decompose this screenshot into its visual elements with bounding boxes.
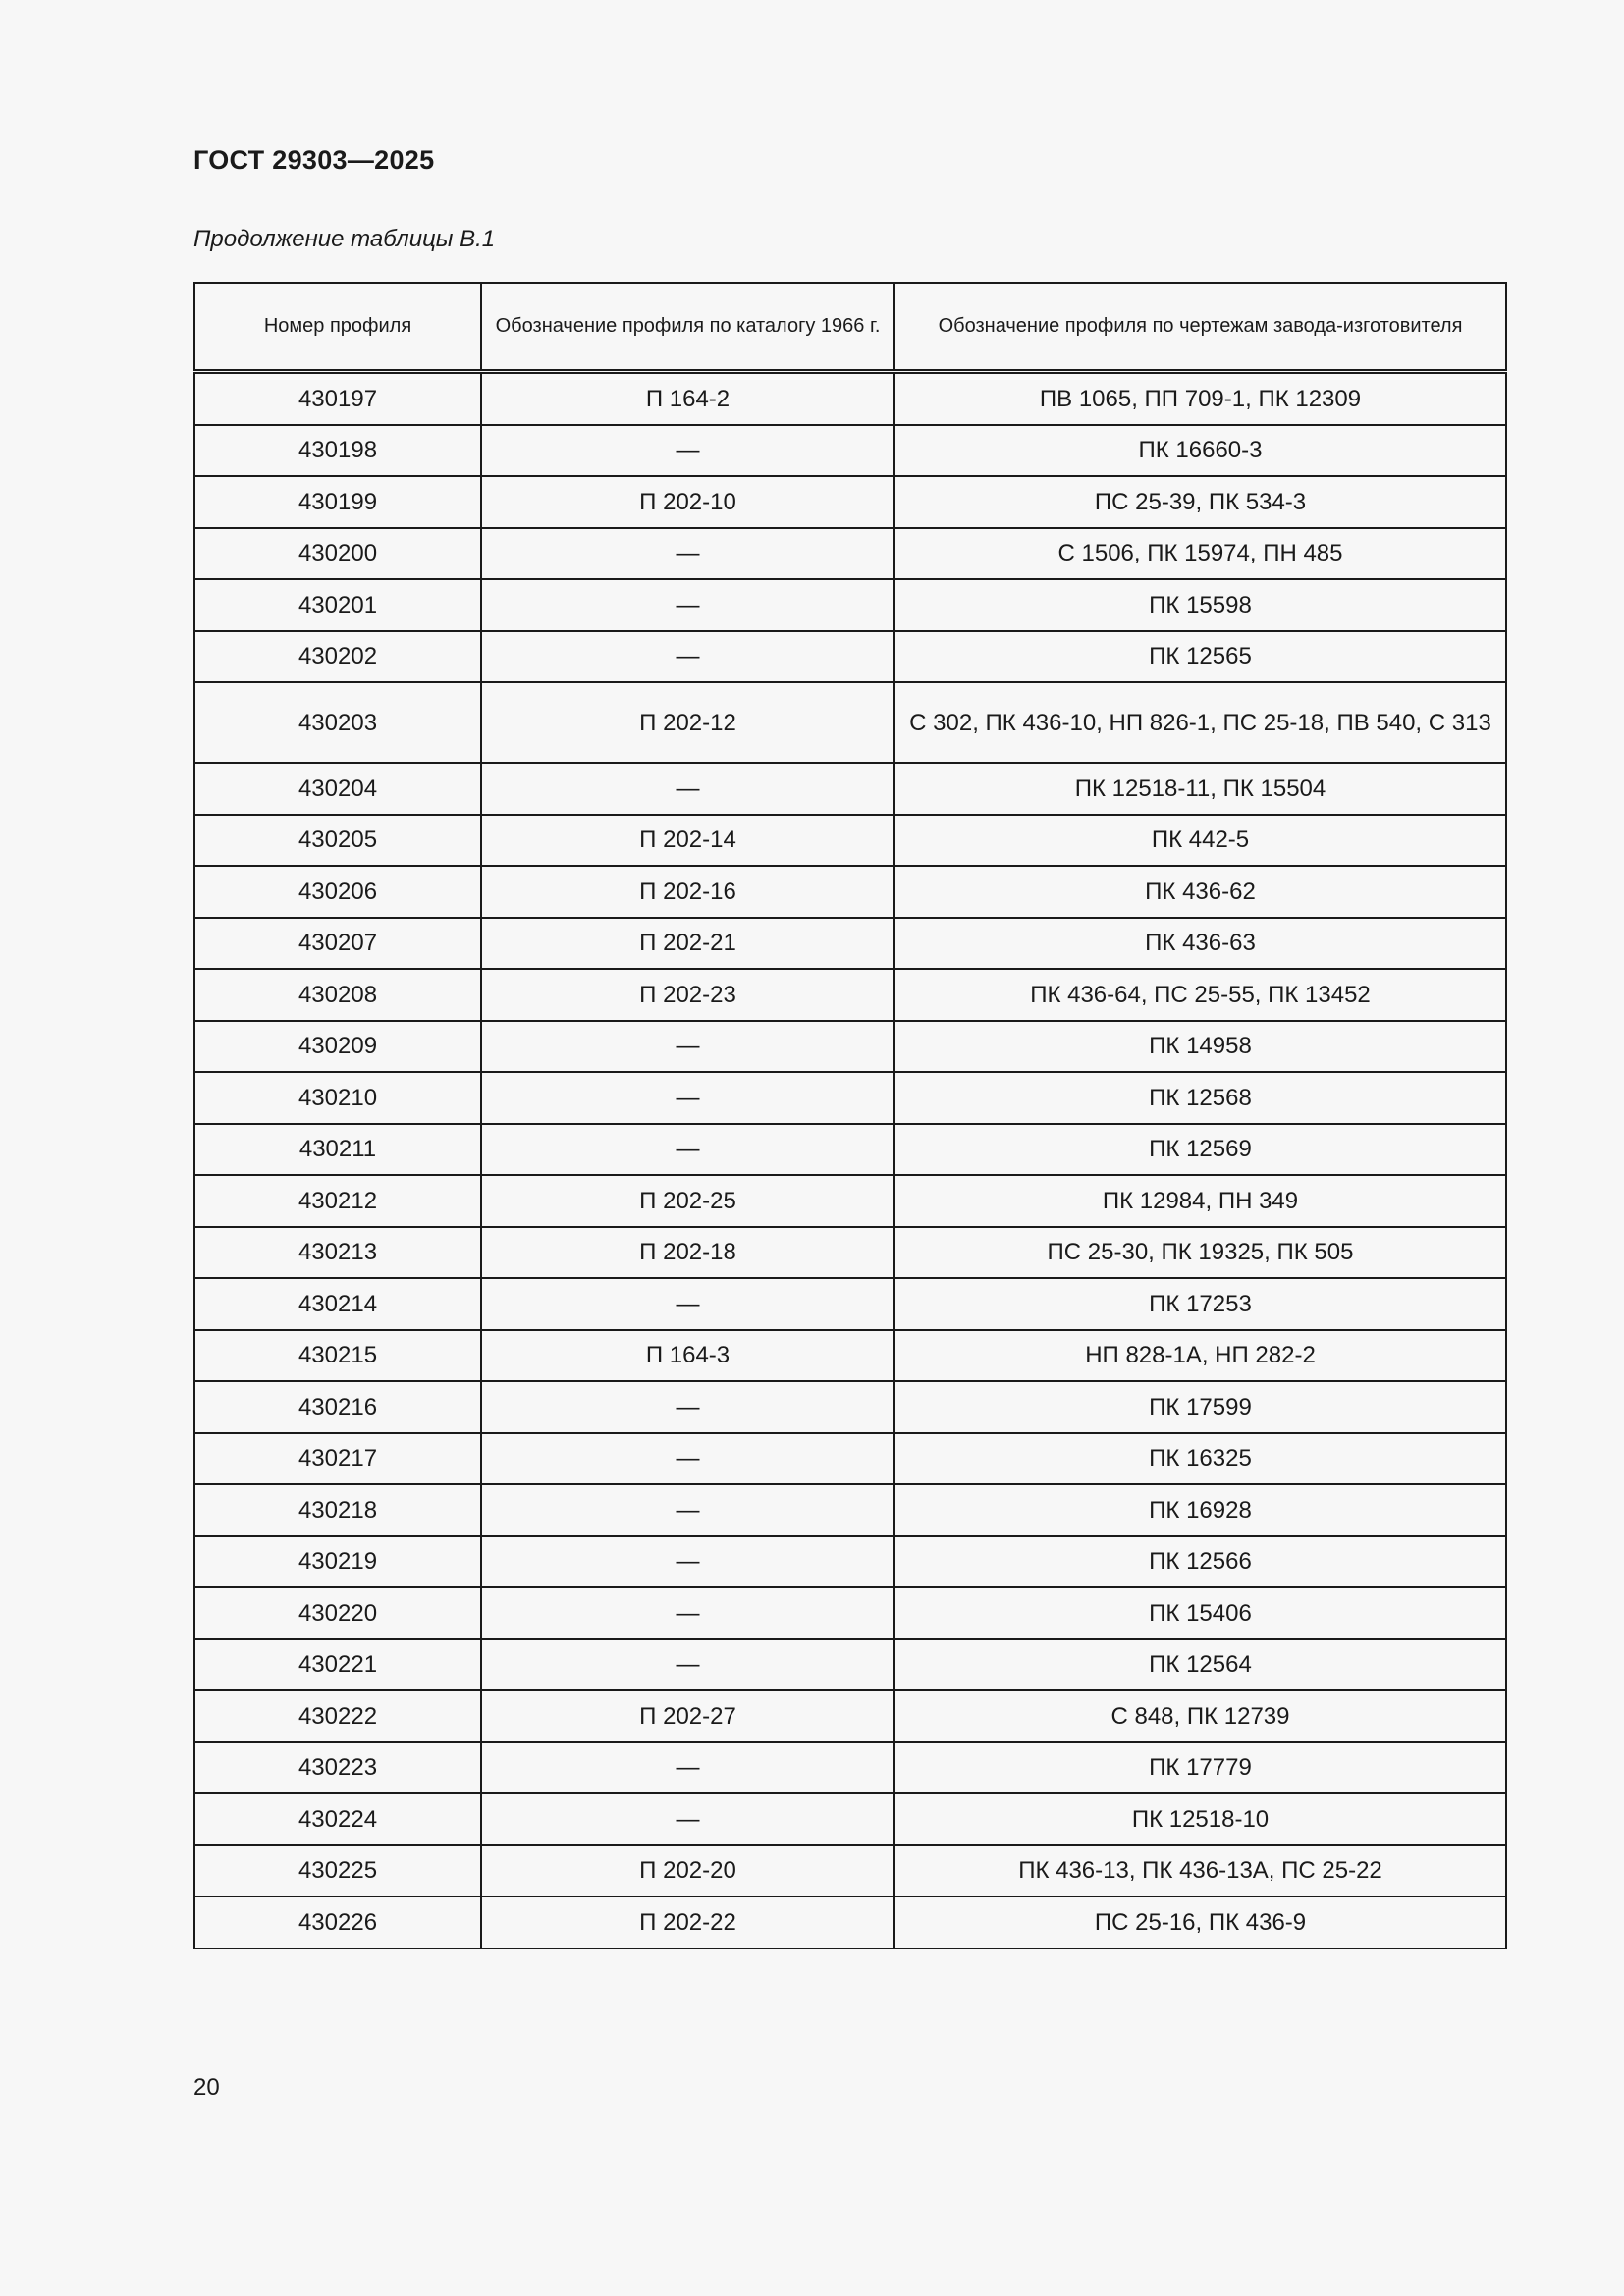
table-row: [194, 1124, 1506, 1176]
table-row: [194, 682, 1506, 763]
cell-catalog-1966: —: [481, 1124, 894, 1176]
table-row: [194, 528, 1506, 580]
cell-manufacturer-drawings: ПК 436-62: [894, 866, 1506, 918]
cell-catalog-1966: —: [481, 1536, 894, 1588]
cell-profile-number: 430211: [194, 1124, 481, 1176]
table-row: [194, 1278, 1506, 1330]
cell-manufacturer-drawings: ПК 436-63: [894, 918, 1506, 970]
cell-profile-number: 430217: [194, 1433, 481, 1485]
table-row: [194, 763, 1506, 815]
table-row: [194, 1021, 1506, 1073]
cell-catalog-1966: —: [481, 763, 894, 815]
cell-manufacturer-drawings: ПК 12568: [894, 1072, 1506, 1124]
table-row: [194, 1536, 1506, 1588]
cell-profile-number: 430205: [194, 815, 481, 867]
cell-catalog-1966: —: [481, 1639, 894, 1691]
cell-manufacturer-drawings: ПК 17779: [894, 1742, 1506, 1794]
cell-manufacturer-drawings: ПК 436-13, ПК 436-13А, ПС 25-22: [894, 1845, 1506, 1897]
table-row: [194, 579, 1506, 631]
cell-catalog-1966: —: [481, 631, 894, 683]
cell-catalog-1966: П 202-16: [481, 866, 894, 918]
cell-manufacturer-drawings: ПК 12564: [894, 1639, 1506, 1691]
cell-catalog-1966: П 164-3: [481, 1330, 894, 1382]
cell-manufacturer-drawings: ПВ 1065, ПП 709-1, ПК 12309: [894, 372, 1506, 425]
cell-catalog-1966: П 202-27: [481, 1690, 894, 1742]
cell-manufacturer-drawings: С 1506, ПК 15974, ПН 485: [894, 528, 1506, 580]
table-row: [194, 1896, 1506, 1949]
column-header-profile-number: Номер профиля: [194, 283, 481, 372]
cell-profile-number: 430224: [194, 1793, 481, 1845]
cell-catalog-1966: —: [481, 579, 894, 631]
cell-profile-number: 430210: [194, 1072, 481, 1124]
cell-catalog-1966: П 202-25: [481, 1175, 894, 1227]
cell-catalog-1966: —: [481, 1072, 894, 1124]
column-header-catalog-1966: Обозначение профиля по каталогу 1966 г.: [481, 283, 894, 372]
table-row: [194, 969, 1506, 1021]
cell-catalog-1966: —: [481, 528, 894, 580]
cell-manufacturer-drawings: С 848, ПК 12739: [894, 1690, 1506, 1742]
cell-manufacturer-drawings: ПК 12984, ПН 349: [894, 1175, 1506, 1227]
table-row: [194, 1072, 1506, 1124]
cell-profile-number: 430216: [194, 1381, 481, 1433]
cell-manufacturer-drawings: ПК 12569: [894, 1124, 1506, 1176]
cell-profile-number: 430200: [194, 528, 481, 580]
cell-manufacturer-drawings: ПК 14958: [894, 1021, 1506, 1073]
page-number: 20: [193, 2074, 220, 2101]
table-row: [194, 1227, 1506, 1279]
table-row: [194, 918, 1506, 970]
cell-profile-number: 430197: [194, 372, 481, 425]
cell-catalog-1966: П 202-21: [481, 918, 894, 970]
document-header: ГОСТ 29303—2025: [193, 145, 435, 175]
cell-manufacturer-drawings: ПК 17253: [894, 1278, 1506, 1330]
cell-catalog-1966: П 202-23: [481, 969, 894, 1021]
cell-catalog-1966: П 202-22: [481, 1896, 894, 1949]
column-header-manufacturer-drawings: Обозначение профиля по чертежам завода-изготовителя: [894, 283, 1506, 372]
table-row: [194, 1587, 1506, 1639]
cell-manufacturer-drawings: ПК 12518-11, ПК 15504: [894, 763, 1506, 815]
cell-catalog-1966: —: [481, 1484, 894, 1536]
cell-catalog-1966: —: [481, 425, 894, 477]
table-row: [194, 1845, 1506, 1897]
cell-manufacturer-drawings: ПС 25-39, ПК 534-3: [894, 476, 1506, 528]
table-row: [194, 815, 1506, 867]
cell-catalog-1966: —: [481, 1587, 894, 1639]
cell-profile-number: 430213: [194, 1227, 481, 1279]
cell-manufacturer-drawings: ПС 25-16, ПК 436-9: [894, 1896, 1506, 1949]
cell-catalog-1966: —: [481, 1381, 894, 1433]
table-body: [194, 372, 1506, 1949]
cell-manufacturer-drawings: ПК 442-5: [894, 815, 1506, 867]
cell-manufacturer-drawings: ПК 436-64, ПС 25-55, ПК 13452: [894, 969, 1506, 1021]
cell-profile-number: 430212: [194, 1175, 481, 1227]
cell-profile-number: 430214: [194, 1278, 481, 1330]
table-row: [194, 1381, 1506, 1433]
cell-profile-number: 430204: [194, 763, 481, 815]
table-header: [194, 283, 1506, 372]
cell-profile-number: 430198: [194, 425, 481, 477]
profile-table: [193, 282, 1507, 1949]
cell-catalog-1966: П 202-18: [481, 1227, 894, 1279]
cell-catalog-1966: П 202-20: [481, 1845, 894, 1897]
cell-manufacturer-drawings: ПК 15406: [894, 1587, 1506, 1639]
cell-profile-number: 430218: [194, 1484, 481, 1536]
cell-profile-number: 430206: [194, 866, 481, 918]
cell-profile-number: 430207: [194, 918, 481, 970]
table-row: [194, 1690, 1506, 1742]
table-row: [194, 425, 1506, 477]
cell-manufacturer-drawings: НП 828-1А, НП 282-2: [894, 1330, 1506, 1382]
cell-catalog-1966: П 164-2: [481, 372, 894, 425]
table-row: [194, 631, 1506, 683]
table-row: [194, 476, 1506, 528]
cell-catalog-1966: —: [481, 1742, 894, 1794]
table-row: [194, 866, 1506, 918]
cell-profile-number: 430223: [194, 1742, 481, 1794]
table-row: [194, 1639, 1506, 1691]
cell-manufacturer-drawings: ПК 12518-10: [894, 1793, 1506, 1845]
cell-catalog-1966: П 202-12: [481, 682, 894, 763]
table-row: [194, 1330, 1506, 1382]
cell-manufacturer-drawings: С 302, ПК 436-10, НП 826-1, ПС 25-18, ПВ 540, С 313: [894, 682, 1506, 763]
table-row: [194, 1484, 1506, 1536]
cell-profile-number: 430225: [194, 1845, 481, 1897]
cell-manufacturer-drawings: ПК 17599: [894, 1381, 1506, 1433]
cell-catalog-1966: —: [481, 1433, 894, 1485]
cell-profile-number: 430208: [194, 969, 481, 1021]
cell-manufacturer-drawings: ПК 12565: [894, 631, 1506, 683]
cell-profile-number: 430209: [194, 1021, 481, 1073]
cell-manufacturer-drawings: ПК 16325: [894, 1433, 1506, 1485]
cell-profile-number: 430199: [194, 476, 481, 528]
table-row: [194, 1175, 1506, 1227]
cell-profile-number: 430226: [194, 1896, 481, 1949]
table-row: [194, 1742, 1506, 1794]
table-row: [194, 372, 1506, 425]
cell-catalog-1966: П 202-10: [481, 476, 894, 528]
cell-catalog-1966: —: [481, 1278, 894, 1330]
cell-profile-number: 430221: [194, 1639, 481, 1691]
cell-profile-number: 430222: [194, 1690, 481, 1742]
cell-catalog-1966: П 202-14: [481, 815, 894, 867]
table-row: [194, 1433, 1506, 1485]
cell-catalog-1966: —: [481, 1793, 894, 1845]
cell-manufacturer-drawings: ПК 16660-3: [894, 425, 1506, 477]
table-row: [194, 1793, 1506, 1845]
cell-manufacturer-drawings: ПК 12566: [894, 1536, 1506, 1588]
cell-manufacturer-drawings: ПК 15598: [894, 579, 1506, 631]
cell-profile-number: 430219: [194, 1536, 481, 1588]
table-header-row: [194, 283, 1506, 372]
cell-profile-number: 430201: [194, 579, 481, 631]
table-caption: Продолжение таблицы В.1: [193, 226, 496, 252]
cell-profile-number: 430215: [194, 1330, 481, 1382]
cell-profile-number: 430220: [194, 1587, 481, 1639]
cell-catalog-1966: —: [481, 1021, 894, 1073]
cell-manufacturer-drawings: ПК 16928: [894, 1484, 1506, 1536]
cell-manufacturer-drawings: ПС 25-30, ПК 19325, ПК 505: [894, 1227, 1506, 1279]
cell-profile-number: 430203: [194, 682, 481, 763]
cell-profile-number: 430202: [194, 631, 481, 683]
